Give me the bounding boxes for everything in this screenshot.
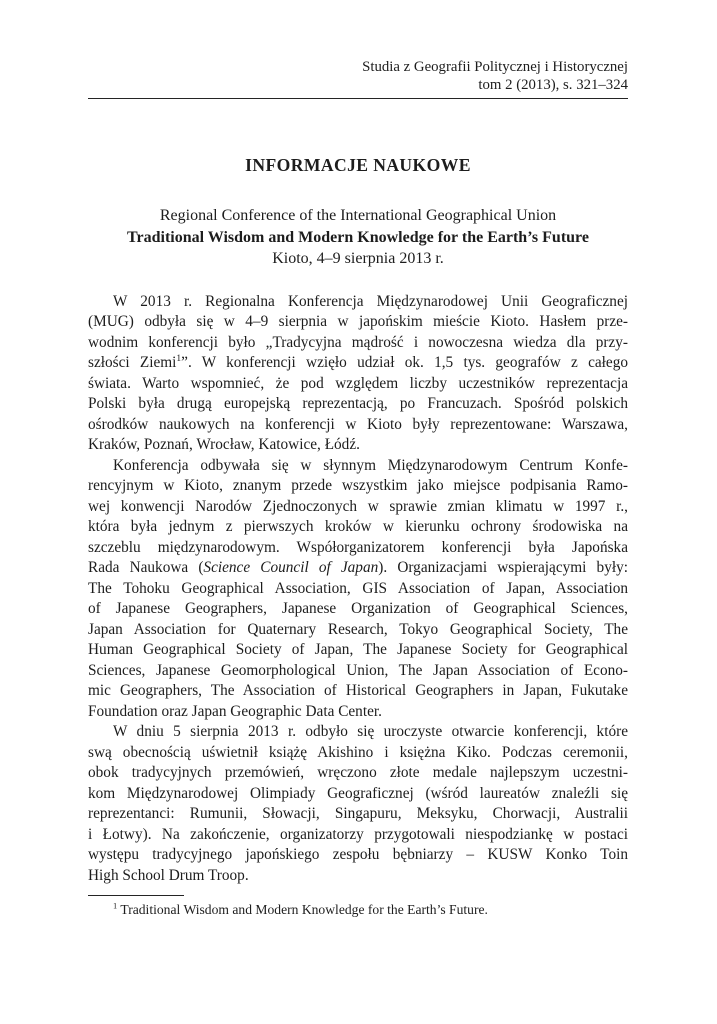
header-rule <box>88 98 628 99</box>
text-line: Human Geographical Society of Japan, The Japanese Society for Geographical <box>88 641 628 658</box>
conference-heading <box>88 205 628 270</box>
text-line: (MUG) odbyła się w 4–9 sierpnia w japońskim mieście Kioto. Hasłem prze- <box>88 313 628 330</box>
text-line: wej konwencji Narodów Zjednoczonych w sprawie zmian klimatu w 1997 r., <box>88 497 628 515</box>
text-line: Foundation oraz Japan Geographic Data Center. <box>88 702 382 720</box>
conference-name: Regional Conference of the International Geographical Union <box>159 207 557 224</box>
text-line: reprezentanci: Rumunii, Słowacji, Singapuru, Meksyku, Chorwacji, Australii <box>88 805 628 822</box>
text-line: obok tradycyjnych przemówień, wręczono złote medale najlepszym uczestni- <box>88 764 628 781</box>
paragraph <box>88 292 628 456</box>
paragraph <box>88 722 628 886</box>
text-line: rencyjnym w Kioto, znanym przede wszystkim jako miejsce podpisania Ramo- <box>88 477 628 494</box>
text-line: The Tohoku Geographical Association, GIS Association of Japan, Association <box>88 579 628 597</box>
text-line: kom Międzynarodowej Olimpiady Geograficznej (wśród laureatów znaleźli się <box>88 784 628 802</box>
conference-theme: Traditional Wisdom and Modern Knowledge for the Earth’s Future <box>127 228 589 246</box>
text-line: Sciences, Japanese Geomorphological Union, The Japan Association of Econo- <box>88 661 628 679</box>
text-line: występu tradycyjnego japońskiego zespołu bębniarzy – KUSW Konko Toin <box>88 846 628 863</box>
text-line: wodnim konferencji było „Tradycyjna mądrość i nowoczesna wiedza dla przy- <box>88 333 628 351</box>
text-line: która była jednym z pierwszych kroków w kierunku ochrony środowiska na <box>88 518 628 535</box>
text-line: W dniu 5 sierpnia 2013 r. odbyło się uroczyste otwarcie konferencji, które <box>113 723 628 740</box>
journal-volume-pages: tom 2 (2013), s. 321–324 <box>478 76 628 93</box>
text-line: swą obecnością uświetnił książę Akishino i księżna Kiko. Podczas ceremonii, <box>88 743 628 761</box>
text-line: szłości Ziemi$^1$”. W konferencji wzięło udział ok. 1,5 tys. geografów z całego <box>88 353 628 371</box>
page-title: INFORMACJE NAUKOWE <box>245 155 471 175</box>
journal-title: Studia z Geografii Politycznej i Historycznej <box>362 59 628 75</box>
text-line: W 2013 r. Regionalna Konferencja Międzynarodowej Unii Geograficznej <box>113 292 628 310</box>
text-line: of Japanese Geographers, Japanese Organization of Geographical Sciences, <box>88 600 628 617</box>
text-line: Konferencja odbywała się w słynnym Międzynarodowym Centrum Konfe- <box>113 456 628 474</box>
text-line: Kraków, Poznań, Wrocław, Katowice, Łódź. <box>88 436 360 453</box>
article-body <box>88 292 628 887</box>
paragraph <box>88 456 628 723</box>
text-line: i Łotwy). Na zakończenie, organizatorzy przygotowali niespodziankę w postaci <box>88 825 628 843</box>
text-line: Rada Naukowa (Science Council of Japan). Organizacjami wspierającymi były: <box>88 559 628 576</box>
text-line: ośrodków naukowych na konferencji w Kioto były reprezentowane: Warszawa, <box>88 415 628 433</box>
text-line: mic Geographers, The Association of Historical Geographers in Japan, Fukutake <box>88 682 628 699</box>
text-line: szczeblu międzynarodowym. Współorganizatorem konferencji była Japońska <box>88 538 628 556</box>
conference-place-date: Kioto, 4–9 sierpnia 2013 r. <box>272 250 444 267</box>
footnote-text: $^1$ Traditional Wisdom and Modern Knowledge for the Earth’s Future. <box>113 900 488 917</box>
text-line: Polski była drugą europejską reprezentacją, po Francuzach. Spośród polskich <box>88 395 628 412</box>
footnote-separator <box>88 895 184 896</box>
page-content <box>88 0 628 918</box>
text-line: Japan Association for Quaternary Research, Tokyo Geographical Society, The <box>88 620 628 638</box>
journal-header <box>88 0 628 94</box>
text-line: świata. Warto wspomnieć, że pod względem liczby uczestników reprezentacja <box>88 374 628 392</box>
text-line: High School Drum Troop. <box>88 866 249 884</box>
